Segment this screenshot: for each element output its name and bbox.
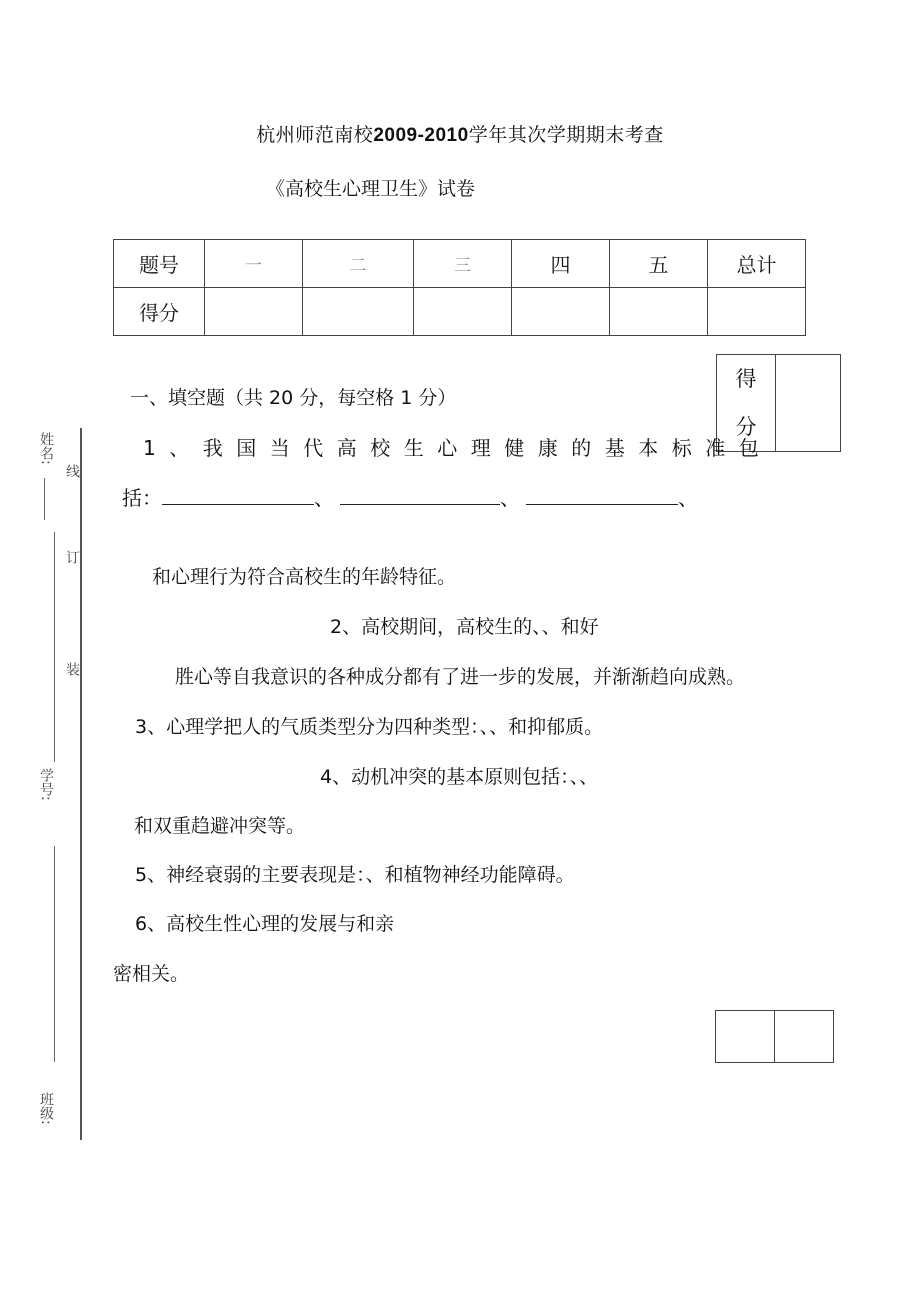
score-row-label: 得分 <box>114 288 205 336</box>
question-6-line1: 6、高校生性心理的发展与和亲 <box>135 913 395 935</box>
class-label: 班级: <box>38 1092 54 1125</box>
name-underline <box>44 478 45 520</box>
next-section-score-input[interactable] <box>775 1011 834 1063</box>
score-input-total[interactable] <box>708 288 806 336</box>
score-cell-q2: 二 <box>303 240 414 288</box>
score-table-header-row <box>114 240 806 288</box>
exam-subtitle: 《高校生心理卫生》试卷 <box>266 178 476 200</box>
name-label: 姓名: <box>38 432 54 465</box>
question-2-line1: 2、高校期间，高校生的、、和好 <box>330 616 599 638</box>
name-field-line[interactable] <box>54 532 55 762</box>
score-input-q2[interactable] <box>303 288 414 336</box>
q1-blank-3[interactable] <box>526 484 678 505</box>
line-label: 线 <box>64 464 80 478</box>
q1-sep-1: 、 <box>314 486 334 510</box>
section-score-input[interactable] <box>776 355 841 452</box>
q1-blank-2[interactable] <box>340 484 500 505</box>
question-3: 3、心理学把人的气质类型分为四种类型：、、和抑郁质。 <box>135 716 604 738</box>
score-cell-q4: 四 <box>512 240 610 288</box>
next-section-score-label-cell <box>716 1011 775 1063</box>
q1-blank-1[interactable] <box>162 484 314 505</box>
question-1-blanks <box>122 482 698 511</box>
score-table <box>113 239 806 336</box>
section-heading: 一、填空题（共 20 分，每空格 1 分） <box>130 387 457 409</box>
score-cell-q3: 三 <box>414 240 512 288</box>
section-score-label: 得 分 <box>717 355 776 452</box>
student-id-field-line[interactable] <box>54 846 55 1062</box>
question-5: 5、神经衰弱的主要表现是：、和植物神经功能障碍。 <box>135 864 575 886</box>
q1-sep-3: 、 <box>678 486 698 510</box>
q1-sep-2: 、 <box>500 486 520 510</box>
score-cell-label: 题号 <box>114 240 205 288</box>
score-input-q1[interactable] <box>205 288 303 336</box>
student-id-label: 学号: <box>38 768 54 801</box>
question-6-line2: 密相关。 <box>113 963 190 985</box>
q1-prefix: 括： <box>122 486 162 510</box>
bind-label: 订 <box>64 550 80 564</box>
score-cell-q1: 一 <box>205 240 303 288</box>
question-1-line2: 和心理行为符合高校生的年龄特征。 <box>152 566 457 588</box>
next-section-score-box <box>715 1010 834 1063</box>
score-cell-q5: 五 <box>610 240 708 288</box>
exam-title: 杭州师范南校2009-2010学年其次学期期末考查 <box>256 124 664 146</box>
install-label: 装 <box>64 662 80 676</box>
score-cell-total: 总计 <box>708 240 806 288</box>
score-input-q3[interactable] <box>414 288 512 336</box>
question-2-line2: 胜心等自我意识的各种成分都有了进一步的发展，并渐渐趋向成熟。 <box>175 666 746 688</box>
score-input-q4[interactable] <box>512 288 610 336</box>
question-4-line1: 4、动机冲突的基本原则包括：、、 <box>320 766 599 788</box>
score-table-score-row <box>114 288 806 336</box>
question-1-line1: 1、我国当代高校生心理健康的基本标准包 <box>143 436 773 460</box>
score-input-q5[interactable] <box>610 288 708 336</box>
binding-margin-line <box>80 428 82 1140</box>
question-4-line2: 和双重趋避冲突等。 <box>134 815 306 837</box>
